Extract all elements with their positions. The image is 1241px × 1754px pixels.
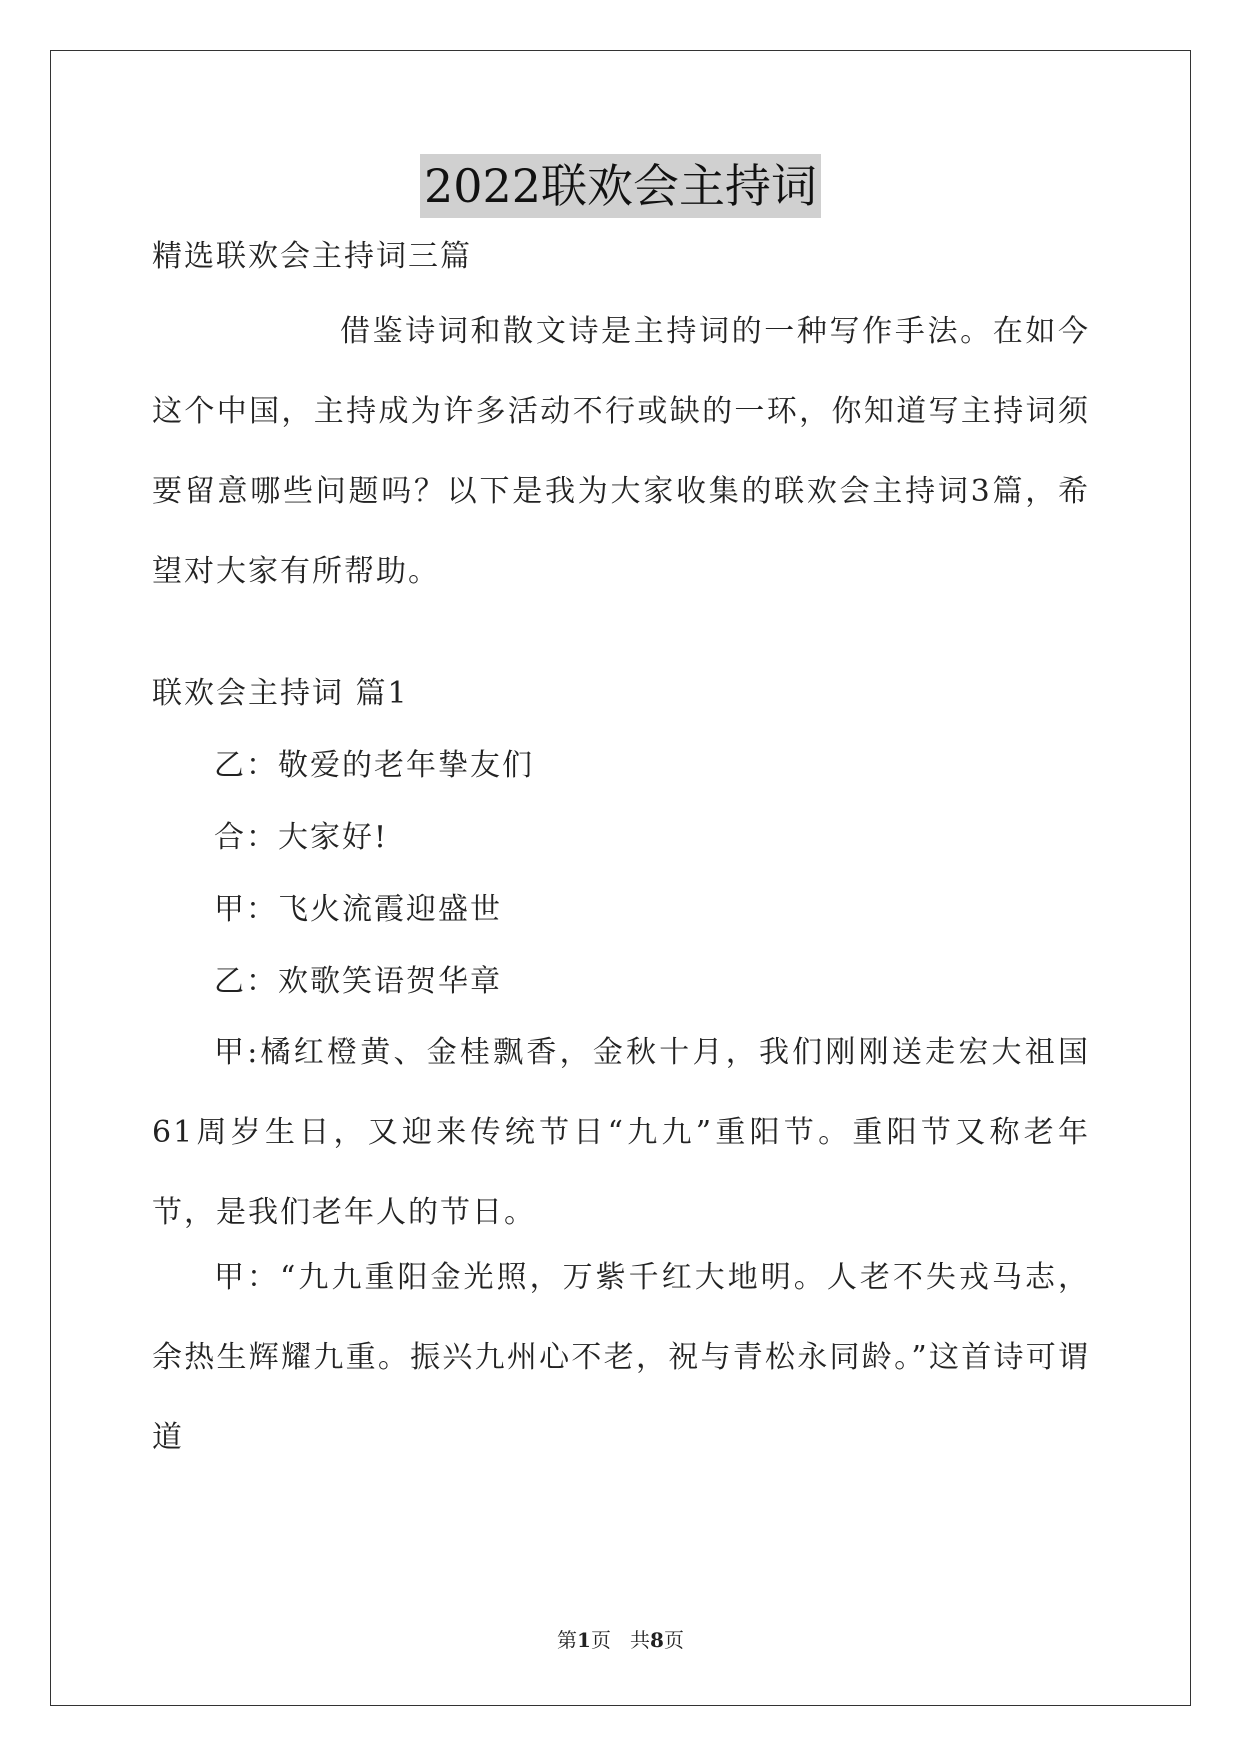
footer-prefix: 第 bbox=[557, 1628, 578, 1652]
document-subtitle: 精选联欢会主持词三篇 bbox=[152, 239, 472, 274]
dialogue-line: 乙：欢歌笑语贺华章 bbox=[214, 964, 502, 999]
section-heading: 联欢会主持词 篇1 bbox=[152, 676, 409, 711]
footer-page-suffix: 页 bbox=[590, 1628, 611, 1652]
intro-paragraph: 借鉴诗词和散文诗是主持词的一种写作手法。在如今这个中国，主持成为许多活动不行或缺的一环，你知道写主持词须要留意哪些问题吗？以下是我为大家收集的联欢会主持词3篇，希望对大家有所帮助。 bbox=[152, 314, 1090, 589]
dialogue-line: 乙：敬爱的老年挚友们 bbox=[214, 748, 534, 783]
title-container bbox=[0, 154, 1241, 218]
footer-total-suffix: 页 bbox=[663, 1628, 684, 1652]
body-paragraph-2: 甲：“九九重阳金光照，万紫千红大地明。人老不失戎马志，余热生辉耀九重。振兴九州心不老，祝与青松永同龄。”这首诗可谓道 bbox=[152, 1260, 1090, 1455]
page-footer bbox=[0, 1624, 1241, 1653]
total-page-count: 8 bbox=[650, 1628, 664, 1652]
dialogue-line: 合：大家好! bbox=[214, 820, 389, 855]
body-paragraph-1: 甲:橘红橙黄、金桂飘香，金秋十月，我们刚刚送走宏大祖国61周岁生日，又迎来传统节日“九九”重阳节。重阳节又称老年节，是我们老年人的节日。 bbox=[152, 1035, 1090, 1230]
current-page-number: 1 bbox=[577, 1628, 591, 1652]
dialogue-line: 甲：飞火流霞迎盛世 bbox=[214, 892, 502, 927]
document-title: 2022联欢会主持词 bbox=[420, 154, 821, 218]
footer-total-prefix: 共 bbox=[630, 1628, 651, 1652]
